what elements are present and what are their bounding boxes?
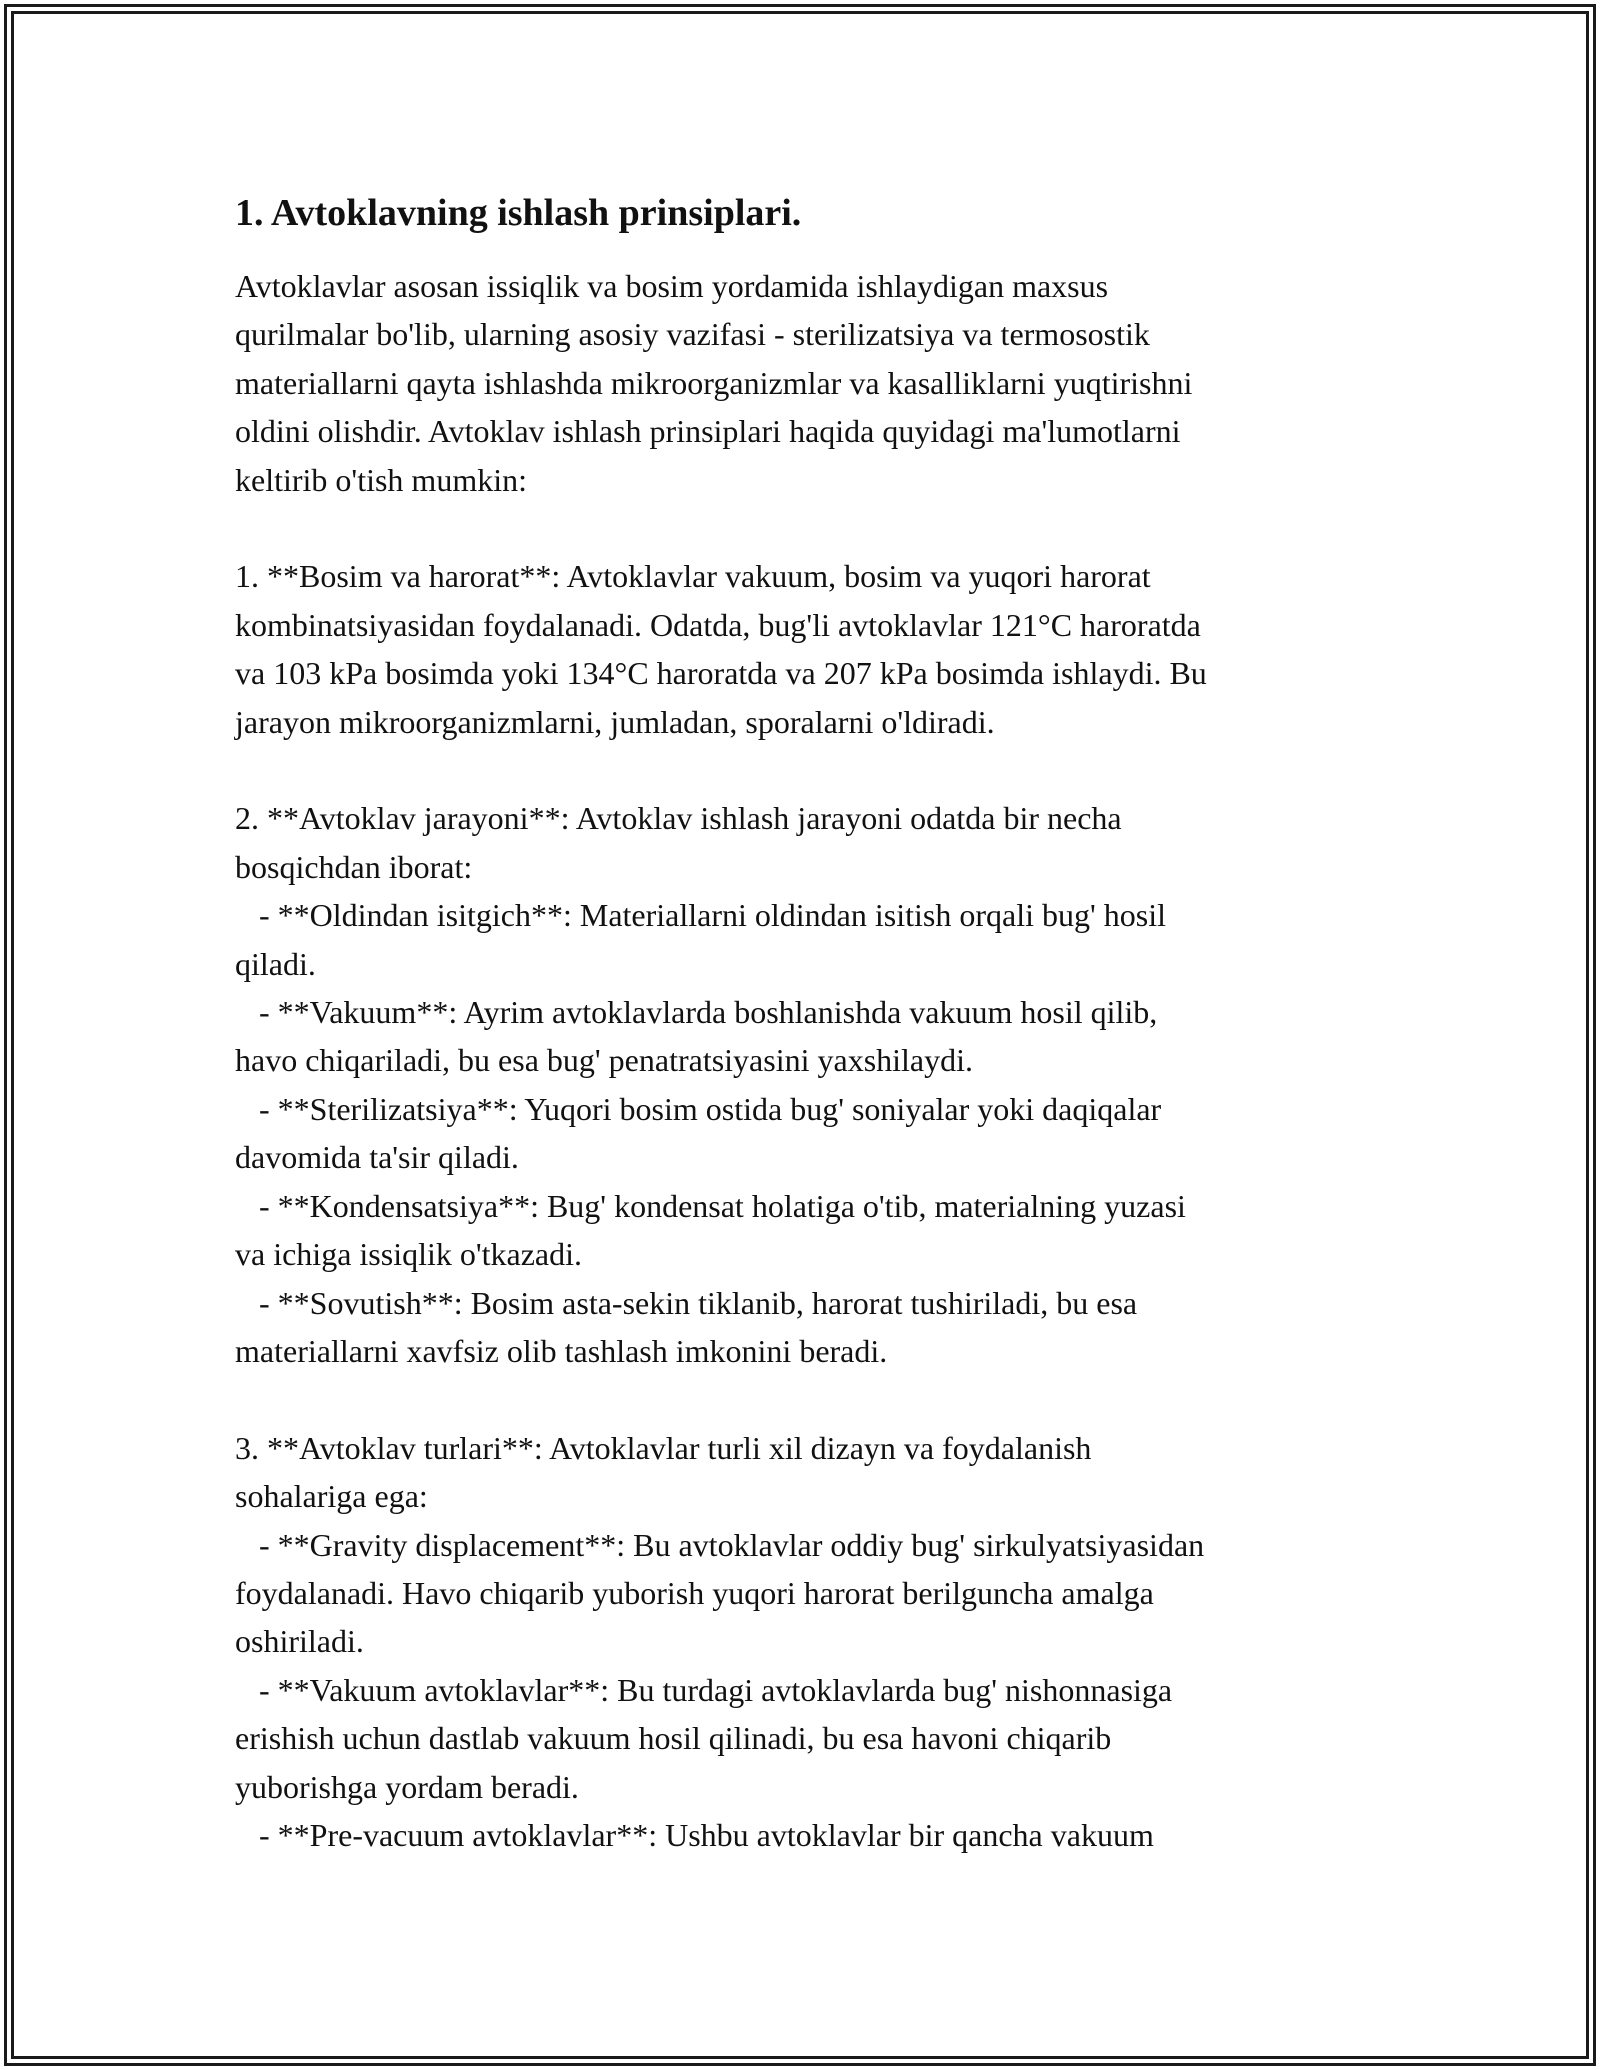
section-pressure-temperature: 1. **Bosim va harorat**: Avtoklavlar vakuum, bosim va yuqori harorat kombinatsiyasidan foydalanadi. Odatda, bug'li avtoklavlar 121°C haroratda va 103 kPa bosimda yoki 134°C haroratda va 207 kPa bosimda ishlaydi. Bu jarayon mikroorganizmlarni, jumladan, sporalarni o'ldiradi.	[235, 558, 1207, 740]
intro-paragraph: Avtoklavlar asosan issiqlik va bosim yordamida ishlaydigan maxsus qurilmalar bo'lib, ularning asosiy vazifasi - sterilizatsiya va termosostik materiallarni qayta ishlashda mikroorganizmlar va kasalliklarni yuqtirishni oldini olishdir. Avtoklav ishlash prinsiplari haqida quyidagi ma'lumotlarni keltirib o'tish mumkin:	[235, 268, 1193, 498]
paragraph-gap	[235, 746, 1365, 794]
section-autoclave-types: 3. **Avtoklav turlari**: Avtoklavlar turli xil dizayn va foydalanish sohalariga ega: - **Gravity displacement**: Bu avtoklavlar oddiy bug' sirkulyatsiyasidan foydalanadi. Havo chiqarib yuborish yuqori harorat berilguncha amalga oshiriladi. - **Vakuum avtoklavlar**: Bu turdagi avtoklavlarda bug' nishonnasiga erishish uchun dastlab vakuum hosil qilinadi, bu esa havoni chiqarib yuborishga yordam beradi. - **Pre-vacuum avtoklavlar**: Ushbu avtoklavlar bir qancha vakuum	[235, 1429, 1205, 1853]
section-autoclave-process: 2. **Avtoklav jarayoni**: Avtoklav ishlash jarayoni odatda bir necha bosqichdan iborat: - **Oldindan isitgich**: Materiallarni oldindan isitish orqali bug' hosil qiladi. - **Vakuum**: Ayrim avtoklavlarda boshlanishda vakuum hosil qilib, havo chiqariladi, bu esa bug' penatratsiyasini yaxshilaydi. - **Sterilizatsiya**: Yuqori bosim ostida bug' soniyalar yoki daqiqalar davomida ta'sir qiladi. - **Kondensatsiya**: Bug' kondensat holatiga o'tib, materialning yuzasi va ichiga issiqlik o'tkazadi. - **Sovutish**: Bosim asta-sekin tiklanib, harorat tushiriladi, bu esa materiallarni xavfsiz olib tashlash imkonini beradi.	[235, 800, 1186, 1369]
paragraph-gap	[235, 504, 1365, 552]
document-body	[235, 188, 1365, 1859]
document-title: 1. Avtoklavning ishlash prinsiplari.	[235, 192, 802, 234]
paragraph-gap	[235, 1375, 1365, 1423]
